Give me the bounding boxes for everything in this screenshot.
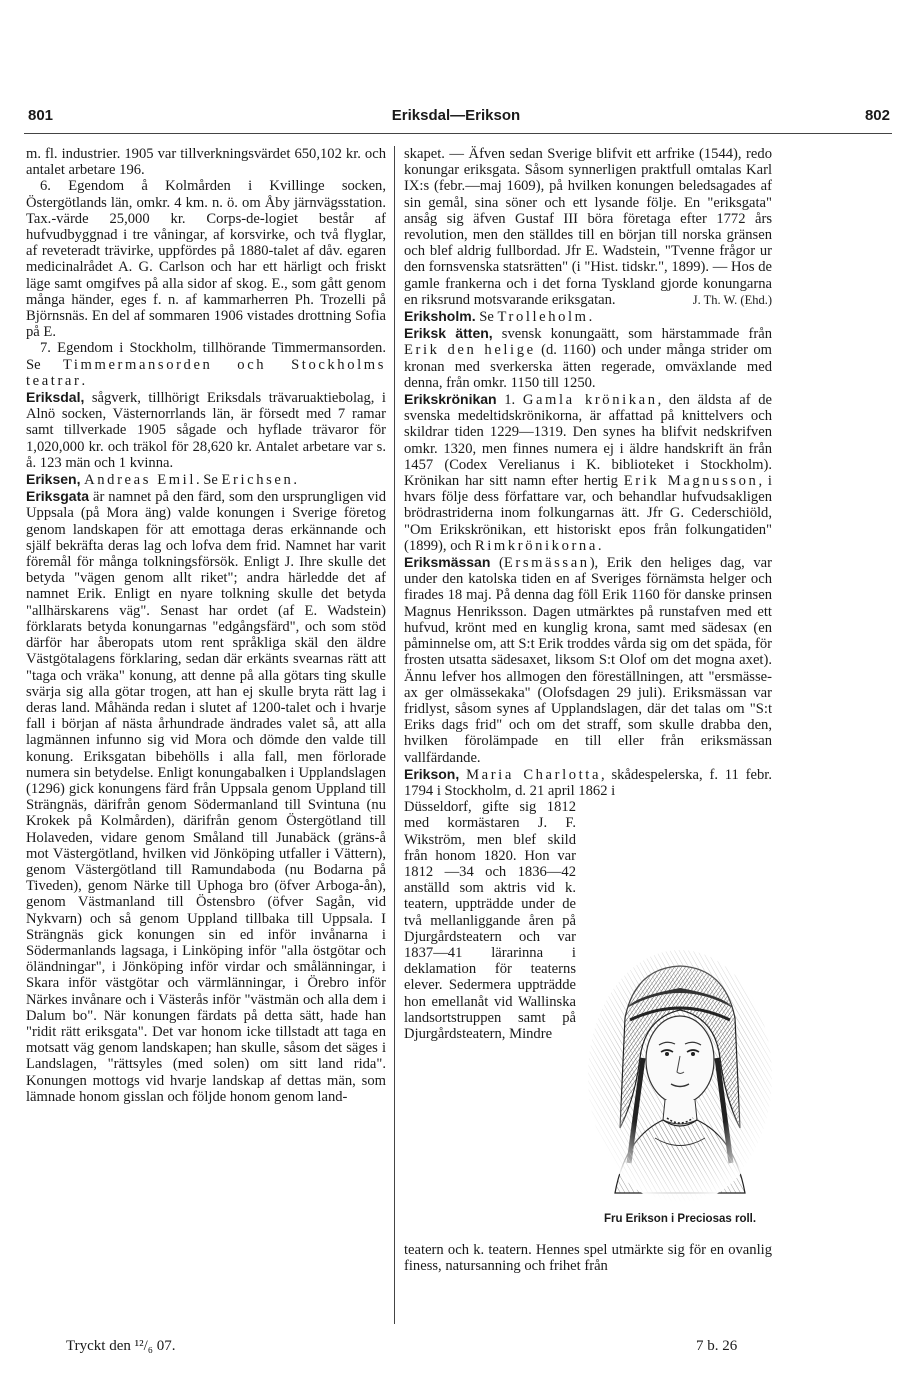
headword: Eriksgata (26, 488, 90, 505)
entry-eriksholm: Eriksholm. Se Trolleholm. (404, 308, 593, 326)
entry-erikson-tail: teatern och k. teatern. Hennes spel utmärkte sig för en ovanlig finess, natursanning och frihet från (404, 1242, 772, 1275)
entry-eriksmassan: Eriksmässan (Ersmässan), Erik den heliges dag, var under den katolska tiden en af Sveriges förnämsta helger och firades 18 maj. På denna dag föll Erik 1160 för danske prinsen Magnus Henriksson. Dagen utmärktes på runstafven med ett hufvud, krönt med en kunglig krona, samt med sädesax (en påminnelse om, att S:t Erik troddes vårda sig om det späda, för frosten utsatta sädesaxet, liksom S:t Olof om det mogna axet). Ännu lefver hos allmogen den föreställningen, att "ersmässe-ax ger olmässekaka" (Olofsdagen 29 juli). Eriksmässan var fridlyst, såsom synes af Upplandslagen, där det talas om "S:t Eriks dags frid" och om det straff, som skulle drabba den, hvilken förolämpade en till eller från eriksmässan vallfärdande. (404, 554, 772, 766)
page-header (22, 107, 890, 129)
column-divider (394, 146, 395, 1324)
author-signature: J. Th. W. (Ehd.) (692, 292, 772, 307)
headword: Eriksen, (26, 471, 81, 488)
page-number-right: 802 (864, 107, 890, 124)
header-rule (24, 133, 892, 134)
headword: Eriksk ätten, (404, 325, 493, 342)
running-title: Eriksdal—Erikson (391, 107, 521, 124)
portrait-caption: Fru Erikson i Preciosas roll. (603, 1213, 757, 1225)
page-number-left: 801 (28, 107, 54, 124)
signature-mark: 7 b. 26 (696, 1338, 738, 1354)
entry-eriksgata: Eriksgata är namnet på den färd, som den ursprungligen vid Uppsala (på Mora äng) valde konungen i Sverige företog genom landskapen för att emottaga deras erkännande och själf bekräfta deras lag och lofva dem frid. Namnet har varit föremål för många tolkningsförsök. Enligt J. Ihre skulle det betyda "vägen genom allt riket"; andra härledde det af namnet Erik. Enligt en nyare tolkning skulle det betyda "allhärskarens väg". Senast har ordet (af E. Wadstein) förklarats betyda konungarnas "edgångsfärd", och som stöd därför har åberopats utom rent språkliga skäl den äldre Västgötalagens förklaring, sedan där erkänts svearnas rätt att "taga och vräka" konung, att denne på alla götars ting skulle svärja sig alla götar trogen, att han ej skulle bryta rätt lag i deras land. Måhända redan i slutet af 1200-talet och i hvarje fall i början af nästa århundrade ändrades valet så, att alla lagmännen infunno sig vid Mora och dömde den valde till konung. Eriksgatan bibehölls i alla fall, men förlorade numera sin betydelse. Enligt konungabalken i Upplandslagen (1296) gick konungens färd från Uppsala genom Uppland till Strängnäs, därifrån genom Södermanland till Svintuna (nu Krokek på Kolmården), därifrån genom Östergötland till Holaveden, vidare genom Småland till Junabäck (gräns-å mot Västergötland, hvilken vid Jönköping utfaller i Vättern), genom Västergötland till Ramundaboda (nu Bodarna på Tiveden), genom Närke till Uphoga bro (öfver Arboga-ån), genom Västmanland till Östensbro (öfver Sagån, vid Nykvarn) och så genom Uppland tillbaka till Uppsala. I Strängnäs gick konungen sin ed inför invånarna i Södermanlands lagsaga, i Linköping inför "alla östgötar och öländningar", i Jönköping inför virdar och smålänningar, i Skara inför västgötar och värmlänningar, i Örebro inför Närkes invånare och i Västerås inför "västmän och alla dem i Dalum bo". När konungen färdats på detta sätt, hade han "ridit rätt eriksgata". Det var honom icke tillstadt att taga en motsatt väg genom landskapen; han skulle, såsom det säges i Landslagen, "rättsyles (med solen) om sitt land rida". Konungen mottogs vid hvarje landskap af dettas män, som lämnade honom gisslan och följde honom genom land- (26, 488, 386, 1105)
entry-text: skapet. — Äfven sedan Sverige blifvit ett arfrike (1544), redo konungar eriksgata. Såsom synnerligen praktfull omtalas Karl IX:s (febr.—maj 1609), på hvilken konungen beledsagades af sin gemål, sina söner och ett lysande följe. En "eriksgata" ansåg sig äfven Gustaf III böra företaga efter 1772 års revolution, men den ställdes till en början till norska gränsen och blef aldrig fullbordad. Jfr E. Wadstein, "Tvenne frågor ur den fornsvenska statsrätten" (i "Hist. tidskr.", 1899). — Hos de gamle frankerna och i det forna Tyskland gjorde konungarna en riksrund motsvarande eriksgatan. J. Th. W. (Ehd.) (404, 146, 772, 308)
entry-eriksen: Eriksen, Andreas Emil. Se Erichsen. (26, 471, 298, 489)
headword: Eriksmässan (404, 554, 491, 571)
headword: Erikskrönikan (404, 391, 497, 408)
headword: Erikson, (404, 765, 460, 782)
print-date: Tryckt den ¹²/₆ 07. (66, 1338, 176, 1354)
entry-text: 7. Egendom i Stockholm, tillhörande Timmermansorden. Se Timmermansorden och Stockholms teatrar. (26, 340, 386, 389)
portrait-illustration (585, 948, 775, 1206)
entry-eriksk-atten: Eriksk ätten, svensk konungaätt, som härstammade från Erik den helige (d. 1160) och under många strider om kronan med sverkerska ätten regerade, omväxlande med denna, från omkr. 1150 till 1250. (404, 325, 772, 391)
left-column (26, 146, 386, 1105)
headword: Eriksholm. (404, 308, 476, 325)
entry-text: m. fl. industrier. 1905 var tillverkningsvärdet 650,102 kr. och antalet arbetare 196. (26, 146, 386, 179)
entry-erikskronikan: Erikskrönikan 1. Gamla krönikan, den äldsta af de svenska medeltidskrönikorna, är affattad på knittelvers och skildrar tiden 1229—1319. Den synes ha blifvit nedskrifven omkr. 1320, men finnes numera ej i äldre handskrift än från 1457 (Codex Verelianus i K. biblioteket i Stockholm). Krönikan har sitt namn efter hertig Erik Magnusson, i hvars följe dess författare var, och behandlar hufvudsakligen brödrastriderna inom folkungarnas ätt. Jfr G. Cederschiöld, "Om Erikskrönikan, ett historiskt epos från folkungatiden" (1899), och Rimkrönikorna. (404, 391, 772, 554)
entry-erikson: Erikson, Maria Charlotta, skådespelerska, f. 11 febr. 1794 i Stockholm, d. 21 april 1862 i (404, 765, 772, 799)
headword: Eriksdal, (26, 389, 85, 406)
entry-erikson-wrapped-text: Düsseldorf, gifte sig 1812 med kormästaren J. F. Wikström, men blef skild från honom 1820. Hon var 1812 —34 och 1836—42 anställd som aktris vid k. teatern, uppträdde under de två mellanliggande åren på Djurgårdsteatern och var 1837—41 lärarinna i deklamation för teaterns elever. Sedermera uppträdde hon emellanåt vid Wallinska landsortstruppen samt på Djurgårdsteatern, Mindre (404, 799, 576, 1042)
entry-eriksdal: Eriksdal, sågverk, tillhörigt Eriksdals trävaruaktiebolag, i Alnö socken, Västernorrlands län, är försedt med 7 ramar samt tillverkade 1905 sågade och hyflade trävaror för 1,020,000 kr. och träkol för 28,620 kr. Antalet arbetare var s. å. 123 män och 1 kvinna. (26, 389, 386, 471)
entry-text: 6. Egendom å Kolmården i Kvillinge socken, Östergötlands län, omkr. 4 km. n. ö. om Åby järnvägsstation. Tax.-värde 25,000 kr. Corps-de-logiet består af hufvudbyggnad i tre våningar, af korsvirke, och två flyglar, af reveteradt trävirke, uppfördes på 1880-talet af dåv. egaren medicinalrådet A. G. Carlson och har ett härligt och friskt läge samt omgifves på alla sidor af skog. E., som gått genom många händer, eges f. n. af kammarherren Ph. Trozelli på Björnsnäs. En del af sommaren 1906 vistades drottning Sofia på E. (26, 178, 386, 341)
